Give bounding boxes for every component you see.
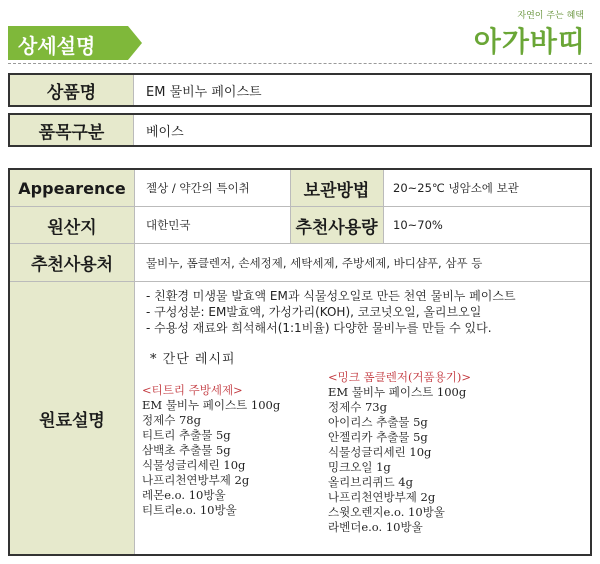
recipe-line: 아이리스 추출물 5g <box>328 415 428 429</box>
recipe-line: EM 물비누 페이스트 100g <box>328 385 467 399</box>
recipe-line: 레몬e.o. 10방울 <box>142 488 226 502</box>
product-name-row <box>8 73 592 107</box>
ingredients-line: - 친환경 미생물 발효액 EM과 식물성오일로 만든 천연 물비누 페이스트 <box>146 289 516 303</box>
product-name-label: 상품명 <box>10 75 134 105</box>
details-table <box>8 168 592 556</box>
recipe-line: 스윗오렌지e.o. 10방울 <box>328 505 445 519</box>
ingredients-label: 원료설명 <box>10 282 134 554</box>
recipe-line: 밍크오일 1g <box>328 460 391 474</box>
brand-tagline: 자연이 주는 혜택 <box>517 11 584 21</box>
appearance-row <box>10 170 590 206</box>
ingredients-line: - 수용성 재료와 희석해서(1:1비율) 다양한 물비누를 만들 수 있다. <box>146 321 492 335</box>
recipe-line: 식물성글리세린 10g <box>328 445 432 459</box>
uses-label: 추천사용처 <box>10 244 134 281</box>
recipe-line: 나프리천연방부제 2g <box>328 490 436 504</box>
recipe-line: 정제수 73g <box>328 400 387 414</box>
recipe-line: 올리브리퀴드 4g <box>328 475 413 489</box>
uses-value: 물비누, 폼클렌저, 손세정제, 세탁세제, 주방세제, 바디샴푸, 삼푸 등 <box>146 255 483 270</box>
uses-row <box>10 244 590 281</box>
recipe-line: 안젤리카 추출물 5g <box>328 430 428 444</box>
ingredients-line: - 구성성분: EM발효액, 가성가리(KOH), 코코넛오일, 올리브오일 <box>146 305 482 319</box>
recipe-left-title: <티트리 주방세제> <box>142 383 243 397</box>
dosage-label: 추천사용량 <box>290 207 383 243</box>
recipe-line: EM 물비누 페이스트 100g <box>142 398 281 412</box>
recipe-left <box>142 383 280 518</box>
category-label: 품목구분 <box>10 115 134 145</box>
column-divider <box>383 170 384 243</box>
recipe-line: 식물성글리세린 10g <box>142 458 246 472</box>
origin-row <box>10 207 590 243</box>
origin-value: 대한민국 <box>146 218 191 232</box>
category-row <box>8 113 592 147</box>
origin-label: 원산지 <box>10 207 134 243</box>
recipe-line: 티트리 추출물 5g <box>142 428 231 442</box>
ingredients-description <box>146 288 516 336</box>
brand-name: 아가바띠 <box>473 25 586 58</box>
recipe-line: 정제수 78g <box>142 413 201 427</box>
category-value: 베이스 <box>146 124 184 140</box>
dosage-value: 10~70% <box>393 218 443 232</box>
storage-value: 20~25℃ 냉암소에 보관 <box>393 181 519 195</box>
recipe-right <box>328 370 471 535</box>
column-divider <box>290 170 291 243</box>
recipe-line: 나프리천연방부제 2g <box>142 473 250 487</box>
recipe-line: 삼백초 추출물 5g <box>142 443 231 457</box>
appearance-value: 젤상 / 약간의 특이취 <box>146 181 250 195</box>
storage-label: 보관방법 <box>290 170 383 206</box>
appearance-label: Appearence <box>10 170 134 206</box>
header-divider <box>8 63 592 64</box>
recipe-title: * 간단 레시피 <box>150 352 236 367</box>
header-arrow-shape <box>128 26 142 60</box>
recipe-right-title: <밍크 폼클렌저(거품용기)> <box>328 370 471 384</box>
column-divider <box>134 170 135 554</box>
recipe-line: 라벤더e.o. 10방울 <box>328 520 423 534</box>
brand-logo <box>460 6 590 58</box>
recipe-line: 티트리e.o. 10방울 <box>142 503 237 517</box>
product-name-value: EM 물비누 페이스트 <box>146 84 262 100</box>
section-title: 상세설명 <box>18 34 96 58</box>
